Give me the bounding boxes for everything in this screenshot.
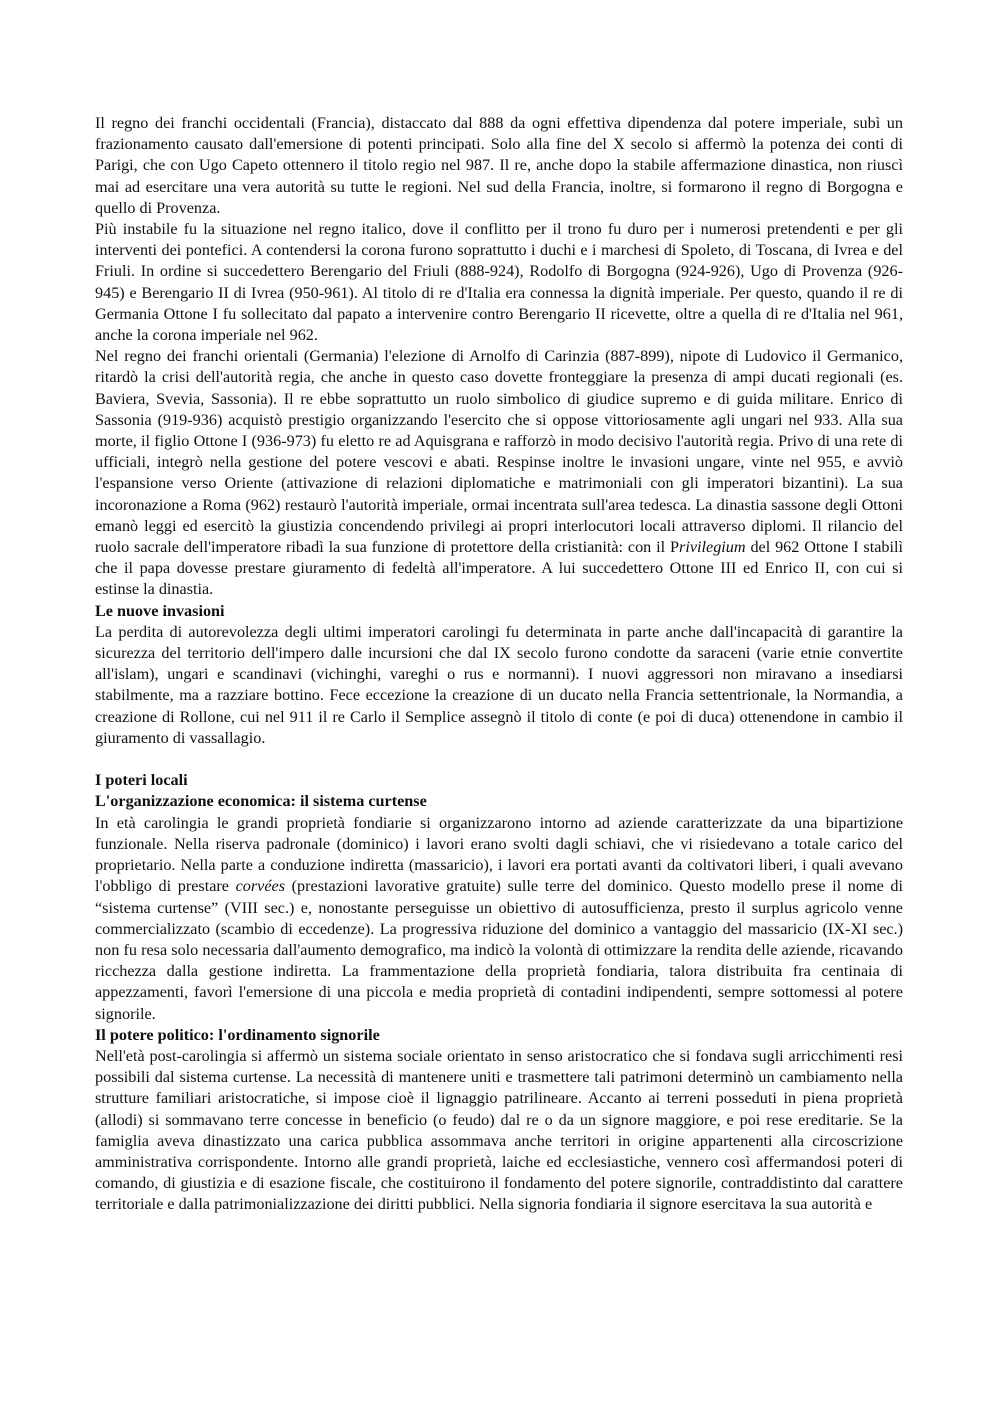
paragraph-invasioni: La perdita di autorevolezza degli ultimi imperatori carolingi fu determinata in parte anche dall'incapacità di garantire la sicurezza del territorio dell'impero dalle incursioni che dal IX secolo furono condotte da saraceni (varie etnie convertite all'islam), ungari e scandinavi (vichinghi, vareghi o rus e normanni). I nuovi aggressori non miravano a insediarsi stabilmente, ma a razziare bottino. Fece eccezione la creazione di un ducato nella Francia settentrionale, la Normandia, a creazione di Rollone, cui nel 911 il re Carlo il Semplice assegnò il titolo di conte (e poi di duca) ottenendone in cambio il giuramento di vassallagio. xyxy=(95,622,903,747)
heading-ordinamento-signorile: Il potere politico: l'ordinamento signorile xyxy=(95,1025,380,1044)
italic-term-corvees: corvées xyxy=(235,877,286,896)
heading-sistema-curtense: L'organizzazione economica: il sistema curtense xyxy=(95,792,427,811)
heading-nuove-invasioni: Le nuove invasioni xyxy=(95,601,225,620)
heading-poteri-locali: I poteri locali xyxy=(95,771,188,790)
text-run: del 962 Ottone I stabilì che il papa dovesse prestare giuramento di fedeltà all'imperatore. A lui succedettero Ottone III ed Enrico II, con cui si estinse la dinastia. xyxy=(95,538,903,599)
text-run: Nel regno dei franchi orientali (Germania) l'elezione di Arnolfo di Carinzia (887-899), nipote di Ludovico il Germanico, ritardò la crisi dell'autorità regia, che anche in questo caso dovette fronteggiare la presenza di ampi ducati regionali (es. Baviera, Svevia, Sassonia). Il re ebbe soprattutto un ruolo simbolico di giudice supremo e di guida militare. Enrico di Sassonia (919-936) acquistò prestigio organizzando l'esercito che si oppose vittoriosamente agli ungari nel 933. Alla sua morte, il figlio Ottone I (936-973) fu eletto re ad Aquisgrana e rafforzò in modo decisivo l'autorità regia. Privo di una rete di ufficiali, integrò nella gestione del potere vescovi e abati. Respinse inoltre le invasioni ungare, vinte nel 955, e avviò l'espansione verso Oriente (attivazione di relazioni diplomatiche e matrimoniali con gli imperatori bizantini). La sua incoronazione a Roma (962) restaurò l'autorità imperiale, ormai incentrata sull'area tedesca. La dinastia sassone degli Ottoni emanò leggi ed esercitò la giustizia concendendo privilegi ai propri interlocutori locali attraverso diplomi. Il rilancio del ruolo sacrale dell'imperatore ribadì la sua funzione di protettore della cristianità: con il P xyxy=(95,347,903,557)
paragraph-germania xyxy=(95,346,903,600)
paragraph-signorile: Nell'età post-carolingia si affermò un sistema sociale orientato in senso aristocratico che si fondava sugli arricchimenti resi possibili dal sistema curtense. La necessità di mantenere uniti e trasmettere tali patrimoni determinò un cambiamento nella strutture familiari aristocratiche, si impose cioè il lignaggio patrilineare. Accanto ai terreni posseduti in piena proprietà (allodi) si sommavano terre concesse in beneficio (o feudo) dal re o da un signore maggiore, e poi rese ereditarie. Se la famiglia aveva dinastizzato una carica pubblica assommava anche territori in origine appartenenti alla circoscrizione amministrativa corrispondente. Intorno alle grandi proprietà, laiche ed ecclesiastiche, vennero così affermandosi poteri di comando, di giustizia e di esazione fiscale, che costituirono il fondamento del potere signorile, contraddistinto dal carattere territoriale e dalla patrimonializzazione dei diritti pubblici. Nella signoria fondiaria il signore esercitava la sua autorità e xyxy=(95,1046,903,1214)
text-run: (prestazioni lavorative gratuite) sulle terre del dominico. Questo modello prese il nome di “sistema curtense” (VIII sec.) e, nonostante perseguisse un obiettivo di autosufficienza, presto il surplus agricolo venne commercializzato (scambio di eccedenze). La progressiva riduzione del dominico a vantaggio del massaricio (IX-XI sec.) non fu resa solo necessaria dall'aumento demografico, ma indicò la volontà di ottimizzare la rendita delle aziende, ricavando ricchezza dalla gestione indiretta. La frammentazione della proprietà fondiaria, talora distribuita fra centinaia di appezzamenti, favorì l'emersione di una piccola e media proprietà di contadini indipendenti, sempre sottomessi al potere signorile. xyxy=(95,877,903,1023)
paragraph-regno-italico: Più instabile fu la situazione nel regno italico, dove il conflitto per il trono fu duro per i numerosi pretendenti e per gli interventi dei pontefici. A contendersi la corona furono soprattutto i duchi e i marchesi di Spoleto, di Toscana, di Ivrea e del Friuli. In ordine si succedettero Berengario del Friuli (888-924), Rodolfo di Borgogna (924-926), Ugo di Provenza (926-945) e Berengario II di Ivrea (950-961). Al titolo di re d'Italia era connessa la dignità imperiale. Per questo, quando il re di Germania Ottone I fu sollecitato dal papato a intervenire contro Berengario II ricevette, oltre a quella di re d'Italia nel 961, anche la corona imperiale nel 962. xyxy=(95,220,903,345)
blank-line xyxy=(95,749,903,770)
document-page xyxy=(95,113,903,1216)
paragraph-curtense xyxy=(95,813,903,1025)
italic-term-privilegium: rivilegium xyxy=(679,538,746,557)
paragraph-francia: Il regno dei franchi occidentali (Francia), distaccato dal 888 da ogni effettiva dipendenza dal potere imperiale, subì un frazionamento causato dall'emersione di potenti principati. Solo alla fine del X secolo si affermò la potenza dei conti di Parigi, che con Ugo Capeto ottennero il titolo regio nel 987. Il re, anche dopo la stabile affermazione dinastica, non riuscì mai ad esercitare una vera autorità su tutte le regioni. Nel sud della Francia, inoltre, si formarono il regno di Borgogna e quello di Provenza. xyxy=(95,114,903,217)
text-run: In età carolingia le grandi proprietà fondiarie si organizzarono intorno ad aziende caratterizzate da una bipartizione funzionale. Nella riserva padronale (dominico) i lavori erano svolti dagli schiavi, che vi risiedevano a totale carico del proprietario. Nella parte a conduzione indiretta (massaricio), i lavori era portati avanti da coltivatori liberi, i quali avevano l'obbligo di prestare xyxy=(95,813,903,896)
